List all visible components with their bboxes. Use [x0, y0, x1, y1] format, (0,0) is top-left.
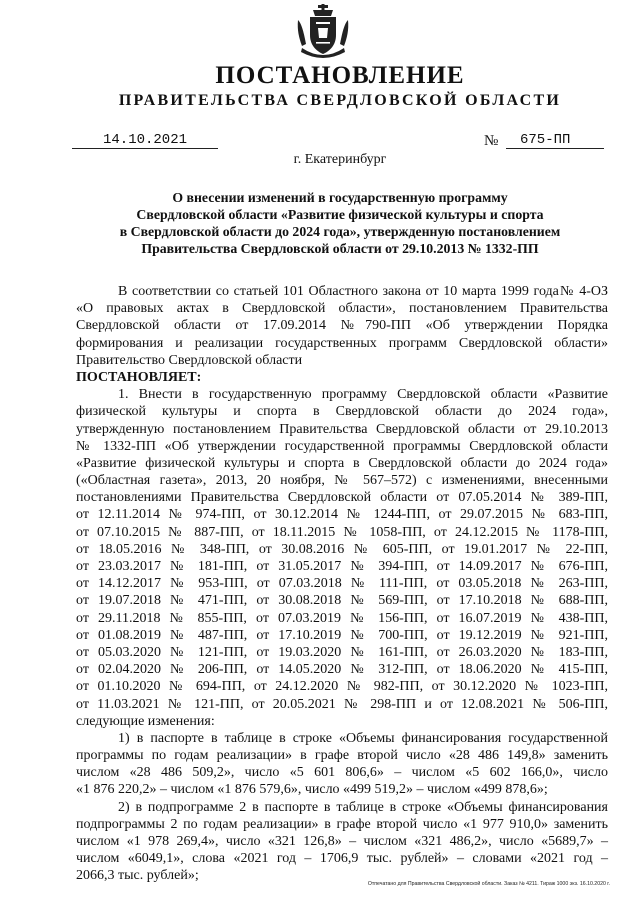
body-line: Свердловской области от 17.09.2014 №790-ПП «Об утверждении Порядка: [76, 318, 608, 334]
city-line: г. Екатеринбург: [293, 152, 387, 167]
body-line: числом «1 978 269,4», число «321 126,8» – числом «321 486,2», число «5689,7» –: [76, 834, 608, 849]
document-type-title: ПОСТАНОВЛЕНИЕ: [215, 62, 465, 89]
heading-line: в Свердловской области до 2024 года», утвержденную постановлением: [119, 224, 561, 239]
body-line: следующие изменения:: [76, 713, 215, 729]
heading-line: Правительства Свердловской области от 29.10.2013 № 1332-ПП: [141, 241, 539, 256]
body-line: числом «6049,1», слова «2021 год – 1706,9 тыс. рублей» – словами «2021 год –: [76, 851, 608, 867]
body-line: программы по годам реализации» в графе второй число «28 486 149,8» заменить: [76, 748, 608, 764]
heading-line: О внесении изменений в государственную программу: [172, 190, 508, 205]
body-line: от 01.10.2020 № 694-ПП, от 24.12.2020 № 982-ПП, от 30.12.2020 № 1023-ПП,: [76, 679, 608, 695]
body-line: 1) в паспорте в таблице в строке «Объемы финансирования государственной: [118, 730, 608, 746]
number-label: №: [484, 133, 499, 149]
body-line: постановлениями Правительства Свердловской области от 07.05.2014 № 389-ПП,: [76, 490, 608, 506]
body-line: «1 876 220,2» – числом «1 876 579,6», число «499 519,2» – числом «499 878,6»;: [76, 782, 548, 798]
body-line: 2066,3 тыс. рублей»;: [76, 868, 199, 884]
body-line: «Развитие физической культуры и спорта в Свердловской области до 2024 года»: [76, 455, 608, 471]
document-number: 675-ПП: [506, 132, 604, 149]
body-line: № 1332-ПП «Об утверждении государственной программы Свердловской области: [76, 438, 608, 454]
body-line: «О правовых актах в Свердловской области», постановлением Правительства: [76, 301, 608, 317]
heading-line: Свердловской области «Развитие физической культуры и спорта: [136, 207, 544, 222]
body-line: В соответствии со статьей 101 Областного закона от 10 марта 1999 года№ 4-ОЗ: [118, 284, 608, 299]
print-footer: Отпечатано для Правительства Свердловской области. Заказ № 4211. Тираж 1000 экз. 16.10.2020 г.: [367, 881, 610, 887]
body-line: от 05.03.2020 № 121-ПП, от 19.03.2020 № 161-ПП, от 26.03.2020 № 183-ПП,: [76, 644, 608, 660]
body-line: числом «28 486 509,2», число «5 601 806,6» – числом «5 602 166,0», число: [76, 765, 608, 781]
body-line: от 11.03.2021 № 121-ПП, от 20.05.2021 № 298-ПП и от 12.08.2021 № 506-ПП,: [76, 696, 608, 712]
coat-of-arms-icon: [296, 4, 350, 60]
body-line: от 29.11.2018 № 855-ПП, от 07.03.2019 № 156-ПП, от 16.07.2019 № 438-ПП,: [76, 610, 608, 626]
body-line: от 07.10.2015 № 887-ПП, от 18.11.2015 № 1058-ПП, от 24.12.2015 № 1178-ПП,: [76, 524, 608, 540]
body-line: («Областная газета», 2013, 20 ноября, № 567–572) с изменениями, внесенными: [76, 473, 608, 489]
body-line: Правительство Свердловской области: [76, 352, 303, 368]
body-line: от 19.07.2018 № 471-ПП, от 30.08.2018 № 569-ПП, от 17.10.2018 № 688-ПП,: [76, 593, 608, 609]
body-line: утвержденную постановлением Правительства Свердловской области от 29.10.2013: [76, 421, 608, 437]
issuer-subtitle: ПРАВИТЕЛЬСТВА СВЕРДЛОВСКОЙ ОБЛАСТИ: [118, 92, 562, 109]
body-line: подпрограммы 2 по годам реализации» в графе второй число «1 977 910,0» заменить: [76, 816, 608, 832]
document-date: 14.10.2021: [72, 132, 218, 149]
document-heading: [80, 189, 600, 257]
body-line: 2) в подпрограмме 2 в паспорте в таблице в строке «Объемы финансирования: [118, 799, 608, 815]
body-line: от 14.12.2017 № 953-ПП, от 07.03.2018 № 111-ПП, от 03.05.2018 № 263-ПП,: [76, 576, 608, 592]
body-line: от 01.08.2019 № 487-ПП, от 17.10.2019 № 700-ПП, от 19.12.2019 № 921-ПП,: [76, 627, 608, 643]
body-line: формирования и реализации государственных программ Свердловской области»: [76, 335, 608, 351]
body-line: 1. Внести в государственную программу Свердловской области «Развитие: [118, 387, 608, 403]
document-body: [76, 283, 608, 885]
body-line: от 02.04.2020 № 206-ПП, от 14.05.2020 № 312-ПП, от 18.06.2020 № 415-ПП,: [76, 662, 608, 678]
resolves-heading: ПОСТАНОВЛЯЕТ:: [76, 369, 202, 385]
body-line: от 18.05.2016 № 348-ПП, от 30.08.2016 № 605-ПП, от 19.01.2017 № 22-ПП,: [76, 541, 608, 557]
body-line: физической культуры и спорта в Свердловской области до 2024 года»,: [76, 404, 608, 420]
body-line: от 23.03.2017 № 181-ПП, от 31.05.2017 № 394-ПП, от 14.09.2017 № 676-ПП,: [76, 559, 608, 574]
body-line: от 12.11.2014 № 974-ПП, от 30.12.2014 № 1244-ПП, от 29.07.2015 № 683-ПП,: [76, 507, 608, 523]
